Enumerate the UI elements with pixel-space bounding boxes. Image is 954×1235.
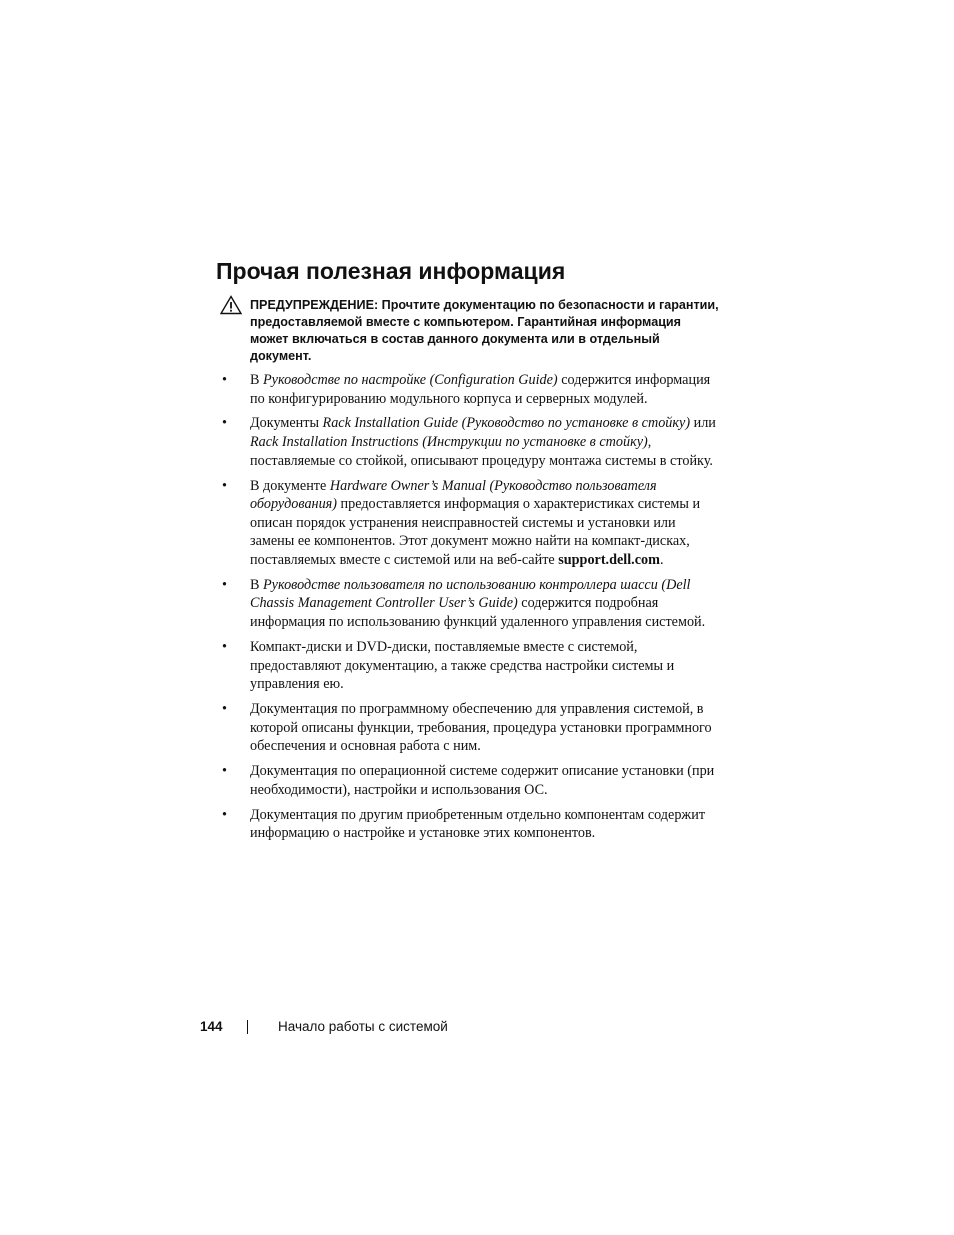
document-title: Руководстве по настройке (Configuration Guide)	[263, 372, 558, 388]
text-run: Документация по программному обеспечению для управления системой, в которой описаны функции, требования, процедура установки программного обеспечения и основная работа с ним.	[250, 700, 712, 755]
bullet-dot: •	[222, 763, 227, 780]
text-run: .	[659, 551, 664, 568]
text-run: В	[250, 576, 264, 593]
text-run: Документация по операционной системе содержит описание установки (при необходимости), настройки и использования ОС.	[250, 763, 715, 798]
website-link-text: support.dell.com	[558, 551, 660, 568]
text-run: или	[690, 415, 716, 432]
document-title: Hardware Owner’s Manual (Руководство пользователя оборудования)	[250, 477, 657, 513]
document-title: Руководстве пользователя по использованию контроллера шасси (Dell Chassis Management Controller User’s Guide)	[250, 576, 691, 612]
document-title: Rack Installation Instructions (Инструкции по установке в стойку)	[250, 434, 648, 451]
page-heading: Прочая полезная информация	[216, 258, 566, 284]
warning-triangle-icon	[220, 295, 242, 315]
list-item	[216, 477, 716, 570]
text-run: содержится подробная информация по использованию функций удаленного управления системой.	[250, 595, 706, 631]
bullet-dot: •	[222, 415, 227, 432]
info-bullet-list	[216, 371, 716, 849]
list-item	[216, 576, 716, 632]
list-item-text	[250, 577, 705, 630]
bullet-dot: •	[222, 700, 227, 717]
bullet-dot: •	[222, 477, 227, 494]
list-item	[216, 414, 716, 470]
list-item-text	[250, 763, 714, 798]
bullet-dot: •	[222, 806, 227, 823]
list-item	[216, 371, 716, 408]
text-run: Компакт-диски и DVD-диски, поставляемые вместе с системой, предоставляют документацию, а также средства настройки системы и управления ею.	[250, 638, 675, 693]
list-item	[216, 638, 716, 694]
text-run: В документе	[250, 477, 330, 494]
footer-section-title: Начало работы с системой	[278, 1019, 448, 1034]
list-item	[216, 700, 716, 756]
text-run: , поставляемые со стойкой, описывают процедуру монтажа системы в стойку.	[250, 434, 713, 469]
list-item-text	[250, 701, 712, 754]
warning-text: ПРЕДУПРЕЖДЕНИЕ: Прочтите документацию по безопасности и гарантии, предоставляемой вместе с компьютером. Гарантийная информация может включаться в состав данного документа или в отдельный документ.	[250, 298, 719, 363]
text-run: В	[250, 372, 264, 388]
list-item-text	[250, 415, 716, 468]
bullet-dot: •	[222, 638, 227, 655]
page-footer	[0, 1017, 954, 1037]
bullet-dot: •	[222, 372, 227, 388]
text-run: Документы	[250, 415, 323, 432]
document-title: Rack Installation Guide (Руководство по установке в стойку)	[322, 415, 691, 432]
list-item-text	[250, 372, 710, 407]
list-item	[216, 806, 716, 843]
page-number: 144	[200, 1019, 223, 1034]
list-item-text	[250, 478, 700, 568]
text-run: предоставляется информация о характеристиках системы и описан порядок устранения неисправностей системы и установки или замены ее компонентов. Этот документ можно найти на компакт-дисках, поставляемых вместе с системой или на веб-сайте	[250, 496, 701, 568]
bullet-dot: •	[222, 576, 227, 593]
footer-separator	[247, 1020, 248, 1034]
list-item-text	[250, 639, 674, 692]
text-run: Документация по другим приобретенным отдельно компонентам содержит информацию о настройке и установке этих компонентов.	[250, 806, 706, 842]
text-run: содержится информация по конфигурированию модульного корпуса и серверных модулей.	[250, 372, 711, 407]
list-item	[216, 762, 716, 799]
list-item-text	[250, 807, 705, 842]
